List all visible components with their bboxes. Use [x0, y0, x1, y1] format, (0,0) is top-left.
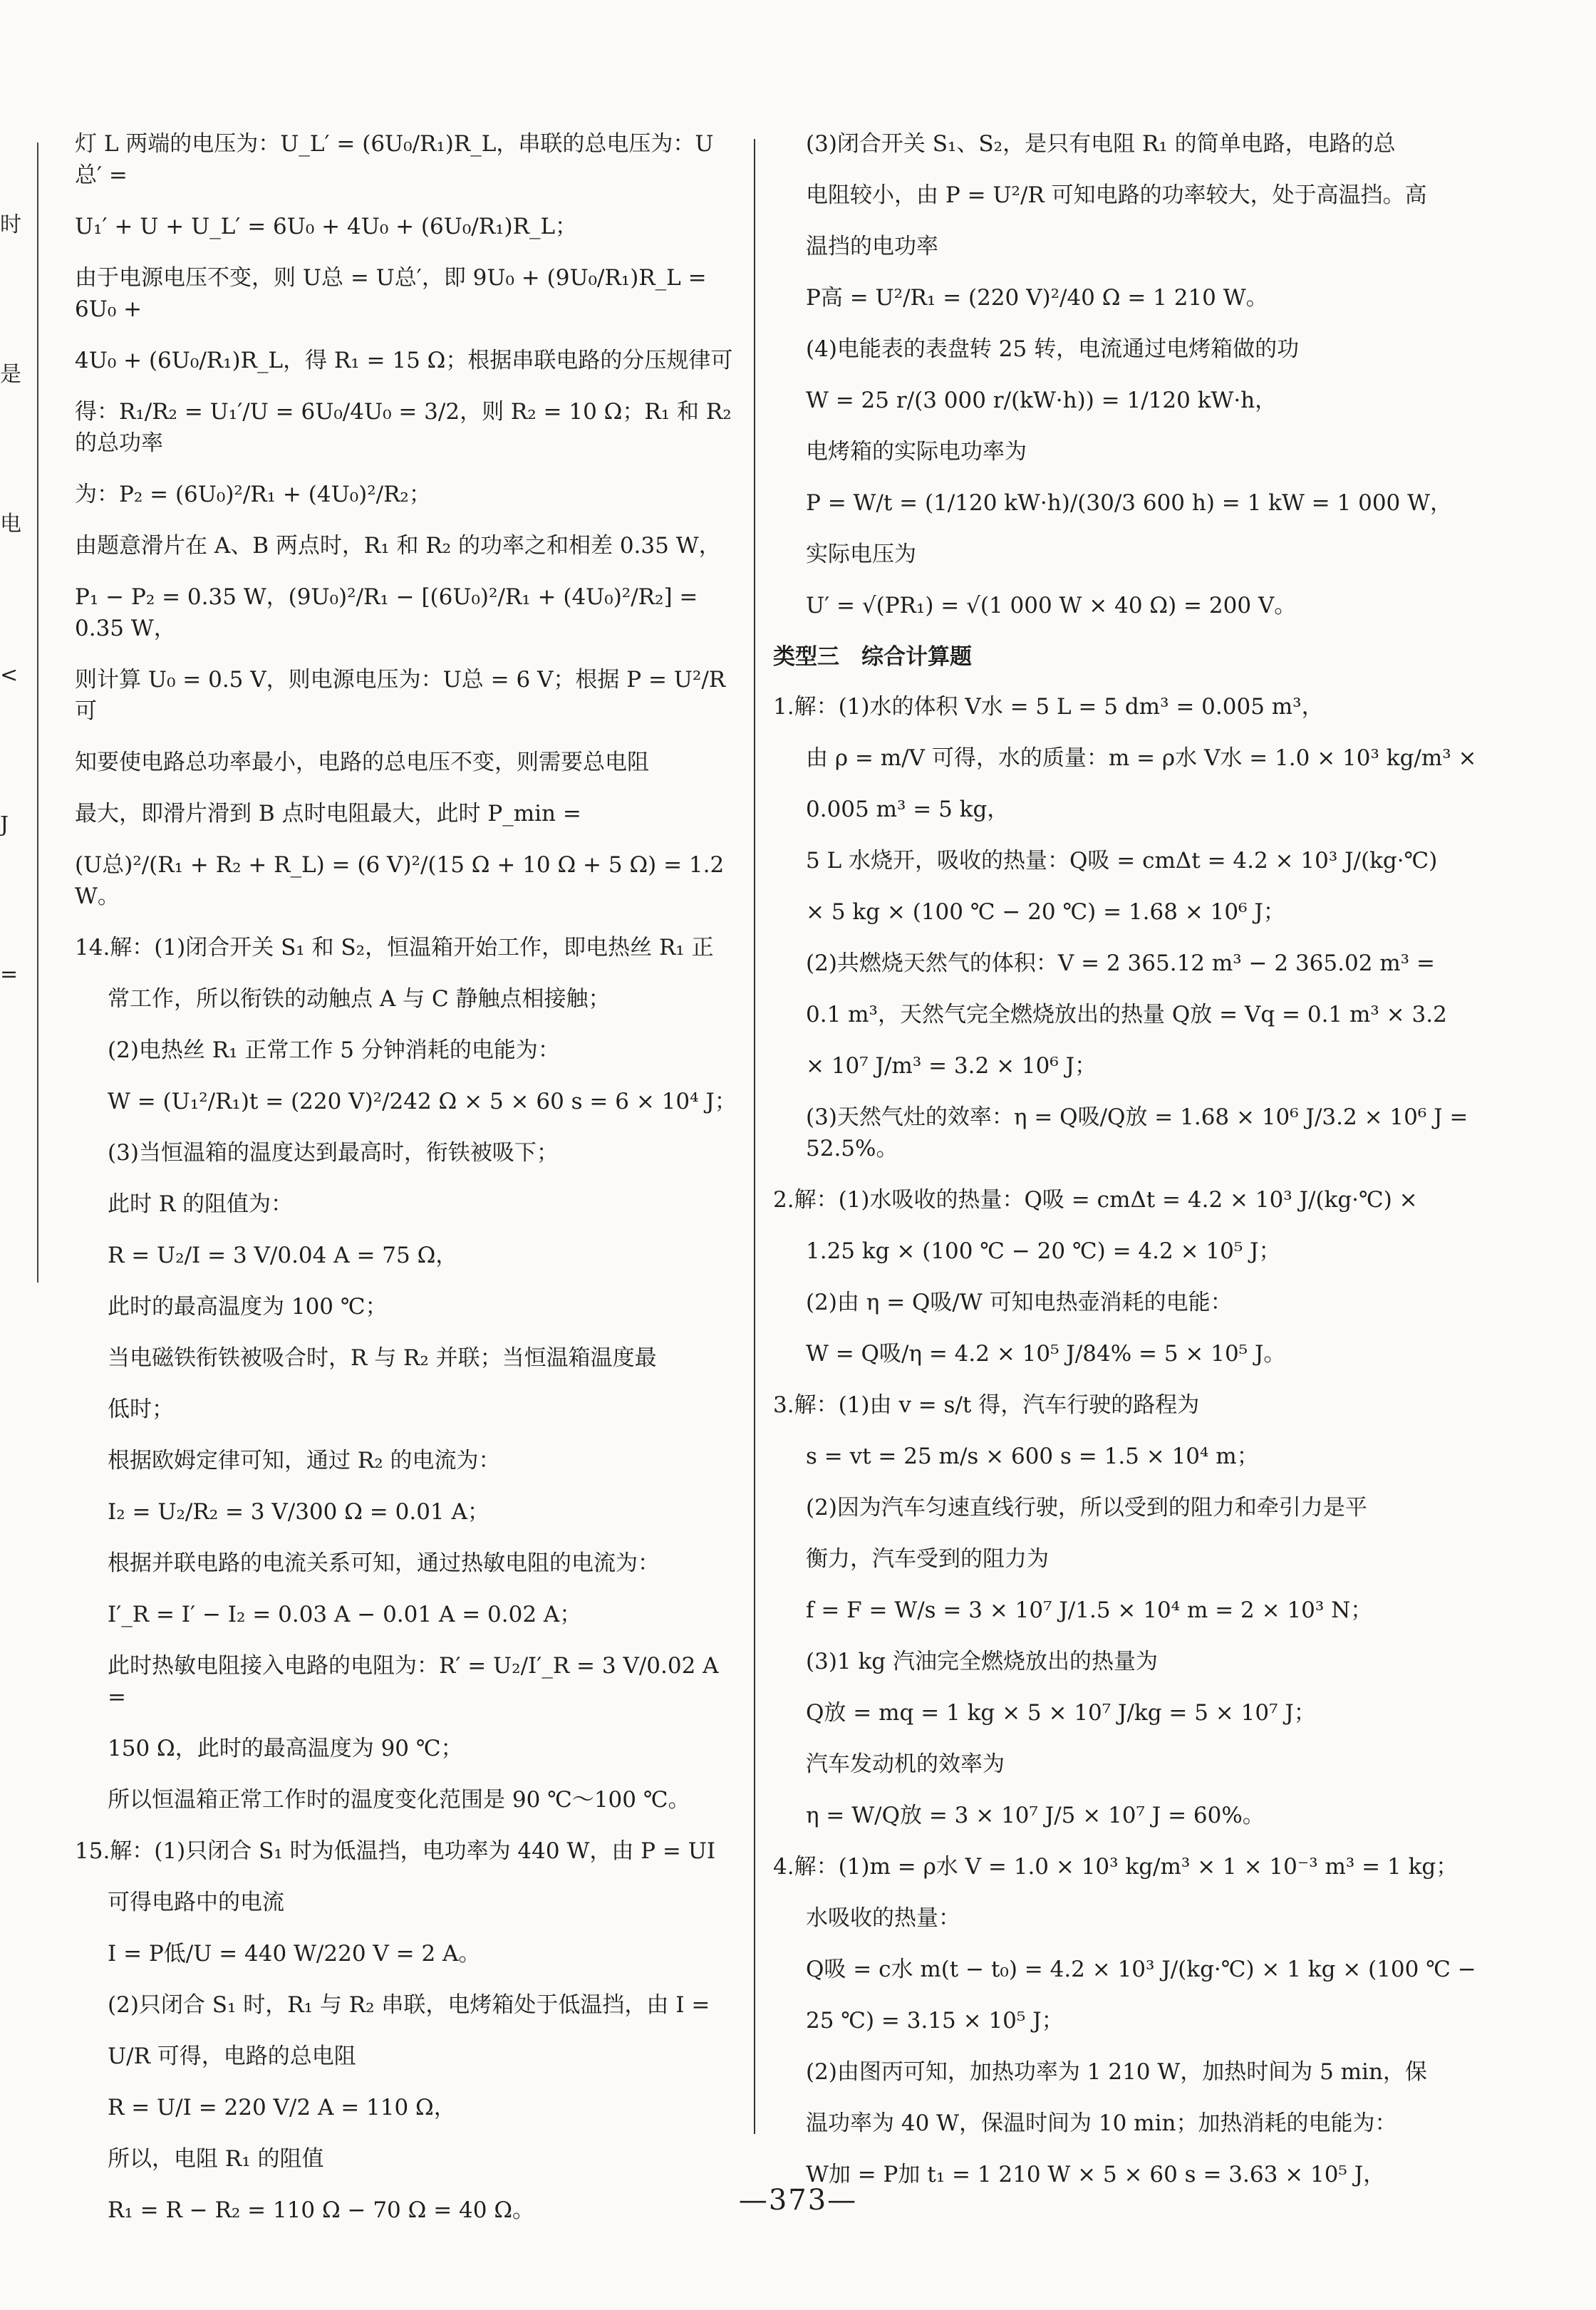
- text-line: 由 ρ = m/V 可得，水的质量：m = ρ水 V水 = 1.0 × 10³ kg/m³ ×: [806, 745, 1477, 771]
- text-line: W = Q吸/η = 4.2 × 10⁵ J/84% = 5 × 10⁵ J。: [806, 1341, 1286, 1367]
- text-line: 根据并联电路的电流关系可知，通过热敏电阻的电流为：: [108, 1550, 660, 1576]
- text-line: 知要使电路总功率最小，电路的总电压不变，则需要总电阻: [75, 750, 649, 775]
- text-line: R₁ = R − R₂ = 110 Ω − 70 Ω = 40 Ω。: [108, 2197, 535, 2223]
- text-line: 所以，电阻 R₁ 的阻值: [108, 2146, 324, 2172]
- text-line: 此时 R 的阻值为：: [108, 1191, 294, 1217]
- text-line: 5 L 水烧开，吸收的热量：Q吸 = cmΔt = 4.2 × 10³ J/(kg·℃): [806, 848, 1438, 874]
- text-line: 由于电源电压不变，则 U总 = U总′，即 9U₀ + (9U₀/R₁)R_L = 6U₀ +: [75, 265, 707, 322]
- edge-char: 时: [0, 212, 21, 237]
- text-line: 4.解：(1)m = ρ水 V = 1.0 × 10³ kg/m³ × 1 × 10⁻³ m³ = 1 kg；: [773, 1854, 1458, 1880]
- text-line: U′ = √(PR₁) = √(1 000 W × 40 Ω) = 200 V。: [806, 593, 1297, 618]
- text-line: 常工作，所以衔铁的动触点 A 与 C 静触点相接触；: [108, 986, 611, 1012]
- text-line: (2)共燃烧天然气的体积：V = 2 365.12 m³ − 2 365.02 m³ =: [806, 951, 1435, 976]
- text-line: 1.解：(1)水的体积 V水 = 5 L = 5 dm³ = 0.005 m³，: [773, 694, 1324, 720]
- edge-char: J: [0, 812, 9, 837]
- text-line: 0.1 m³，天然气完全燃烧放出的热量 Q放 = Vq = 0.1 m³ × 3.2: [806, 1002, 1447, 1027]
- right-column: [773, 128, 1486, 2210]
- text-line: 汽车发动机的效率为: [806, 1751, 1005, 1777]
- column-divider: [754, 139, 755, 2134]
- text-line: 温挡的电功率: [806, 234, 938, 259]
- text-line: 2.解：(1)水吸收的热量：Q吸 = cmΔt = 4.2 × 10³ J/(kg·℃) ×: [773, 1187, 1418, 1213]
- text-line: P高 = U²/R₁ = (220 V)²/40 Ω = 1 210 W。: [806, 285, 1268, 311]
- text-line: W加 = P加 t₁ = 1 210 W × 5 × 60 s = 3.63 × 10⁵ J，: [806, 2162, 1386, 2187]
- text-line: s = vt = 25 m/s × 600 s = 1.5 × 10⁴ m；: [806, 1444, 1259, 1469]
- left-column: [75, 128, 737, 2246]
- text-line: U/R 可得，电路的总电阻: [108, 2044, 356, 2069]
- cropped-edge-text: [0, 207, 21, 1112]
- text-line: W = 25 r/(3 000 r/(kW·h)) = 1/120 kW·h，: [806, 388, 1278, 413]
- binding-edge-line: [37, 143, 38, 1283]
- text-line: 电烤箱的实际电功率为: [806, 439, 1027, 465]
- text-line: 最大，即滑片滑到 B 点时电阻最大，此时 P_min =: [75, 801, 581, 827]
- text-line: (3)闭合开关 S₁、S₂，是只有电阻 R₁ 的简单电路，电路的总: [806, 131, 1396, 157]
- text-line: 当电磁铁衔铁被吸合时，R 与 R₂ 并联；当恒温箱温度最: [108, 1345, 657, 1371]
- text-line: 根据欧姆定律可知，通过 R₂ 的电流为：: [108, 1448, 501, 1473]
- text-line: 由题意滑片在 A、B 两点时，R₁ 和 R₂ 的功率之和相差 0.35 W，: [75, 533, 721, 559]
- edge-char: <: [0, 663, 19, 688]
- text-line: U₁′ + U + U_L′ = 6U₀ + 4U₀ + (6U₀/R₁)R_L；: [75, 214, 578, 239]
- text-line: (2)因为汽车匀速直线行驶，所以受到的阻力和牵引力是平: [806, 1495, 1367, 1521]
- page-number: —373—: [738, 2184, 858, 2217]
- section-heading: 类型三 综合计算题: [773, 644, 972, 670]
- text-line: 实际电压为: [806, 542, 916, 567]
- text-line: P = W/t = (1/120 kW·h)/(30/3 600 h) = 1 kW = 1 000 W，: [806, 490, 1452, 516]
- text-line: 可得电路中的电流: [108, 1890, 284, 1915]
- text-line: (2)由图丙可知，加热功率为 1 210 W，加热时间为 5 min，保: [806, 2059, 1427, 2085]
- text-line: 所以恒温箱正常工作时的温度变化范围是 90 ℃～100 ℃。: [108, 1787, 690, 1813]
- text-line: 低时；: [108, 1397, 174, 1422]
- text-line: 150 Ω，此时的最高温度为 90 ℃；: [108, 1736, 463, 1761]
- text-line: I = P低/U = 440 W/220 V = 2 A。: [108, 1941, 481, 1967]
- text-line: 4U₀ + (6U₀/R₁)R_L，得 R₁ = 15 Ω；根据串联电路的分压规律可: [75, 348, 733, 373]
- text-line: Q吸 = c水 m(t − t₀) = 4.2 × 10³ J/(kg·℃) × 1 kg × (100 ℃ −: [806, 1957, 1476, 1982]
- text-line: 水吸收的热量：: [806, 1905, 960, 1931]
- text-line: f = F = W/s = 3 × 10⁷ J/1.5 × 10⁴ m = 2 × 10³ N；: [806, 1597, 1373, 1623]
- text-line: (3)1 kg 汽油完全燃烧放出的热量为: [806, 1649, 1158, 1674]
- text-line: 此时热敏电阻接入电路的电阻为：R′ = U₂/I′_R = 3 V/0.02 A =: [108, 1653, 719, 1710]
- text-line: R = U/I = 220 V/2 A = 110 Ω，: [108, 2095, 456, 2120]
- text-line: I₂ = U₂/R₂ = 3 V/300 Ω = 0.01 A；: [108, 1499, 489, 1525]
- text-line: 温功率为 40 W，保温时间为 10 min；加热消耗的电能为：: [806, 2110, 1397, 2136]
- text-line: 14.解：(1)闭合开关 S₁ 和 S₂，恒温箱开始工作，即电热丝 R₁ 正: [75, 935, 714, 960]
- text-line: η = W/Q放 = 3 × 10⁷ J/5 × 10⁷ J = 60%。: [806, 1803, 1265, 1828]
- text-line: R = U₂/I = 3 V/0.04 A = 75 Ω，: [108, 1243, 458, 1268]
- text-line: 得：R₁/R₂ = U₁′/U = 6U₀/4U₀ = 3/2，则 R₂ = 10 Ω；R₁ 和 R₂ 的总功率: [75, 399, 732, 456]
- text-line: 3.解：(1)由 v = s/t 得，汽车行驶的路程为: [773, 1392, 1200, 1418]
- text-line: (3)天然气灶的效率：η = Q吸/Q放 = 1.68 × 10⁶ J/3.2 × 10⁶ J = 52.5%。: [806, 1104, 1468, 1161]
- text-line: 此时的最高温度为 100 ℃；: [108, 1294, 388, 1320]
- text-line: 为：P₂ = (6U₀)²/R₁ + (4U₀)²/R₂；: [75, 482, 431, 507]
- text-line: (2)由 η = Q吸/W 可知电热壶消耗的电能：: [806, 1290, 1233, 1315]
- text-line: (U总)²/(R₁ + R₂ + R_L) = (6 V)²/(15 Ω + 10 Ω + 5 Ω) = 1.2 W。: [75, 852, 725, 909]
- edge-char: 是: [0, 362, 21, 387]
- text-line: 衡力，汽车受到的阻力为: [806, 1546, 1049, 1572]
- text-line: W = (U₁²/R₁)t = (220 V)²/242 Ω × 5 × 60 s = 6 × 10⁴ J；: [108, 1089, 737, 1114]
- text-line: (2)只闭合 S₁ 时，R₁ 与 R₂ 串联，电烤箱处于低温挡，由 I =: [108, 1992, 710, 2018]
- text-line: 电阻较小，由 P = U²/R 可知电路的功率较大，处于高温挡。高: [806, 182, 1427, 208]
- text-line: 15.解：(1)只闭合 S₁ 时为低温挡，电功率为 440 W，由 P = UI: [75, 1838, 716, 1864]
- text-line: (3)当恒温箱的温度达到最高时，衔铁被吸下；: [108, 1140, 559, 1166]
- edge-char: =: [0, 962, 19, 987]
- text-line: × 5 kg × (100 ℃ − 20 ℃) = 1.68 × 10⁶ J；: [806, 899, 1285, 925]
- edge-char: 电: [0, 512, 21, 537]
- text-line: (2)电热丝 R₁ 正常工作 5 分钟消耗的电能为：: [108, 1037, 560, 1063]
- text-line: 则计算 U₀ = 0.5 V，则电源电压为：U总 = 6 V；根据 P = U²/R 可: [75, 667, 726, 724]
- text-line: P₁ − P₂ = 0.35 W，(9U₀)²/R₁ − [(6U₀)²/R₁ + (4U₀)²/R₂] = 0.35 W，: [75, 584, 698, 641]
- text-line: 0.005 m³ = 5 kg，: [806, 797, 1010, 822]
- text-line: 1.25 kg × (100 ℃ − 20 ℃) = 4.2 × 10⁵ J；: [806, 1238, 1281, 1264]
- text-line: 灯 L 两端的电压为：U_L′ = (6U₀/R₁)R_L，串联的总电压为：U总′ =: [75, 131, 714, 188]
- text-line: Q放 = mq = 1 kg × 5 × 10⁷ J/kg = 5 × 10⁷ J；: [806, 1700, 1316, 1726]
- text-line: I′_R = I′ − I₂ = 0.03 A − 0.01 A = 0.02 A；: [108, 1602, 582, 1627]
- text-line: 25 ℃) = 3.15 × 10⁵ J；: [806, 2008, 1064, 2034]
- text-line: × 10⁷ J/m³ = 3.2 × 10⁶ J；: [806, 1053, 1097, 1079]
- text-line: (4)电能表的表盘转 25 转，电流通过电烤箱做的功: [806, 336, 1300, 362]
